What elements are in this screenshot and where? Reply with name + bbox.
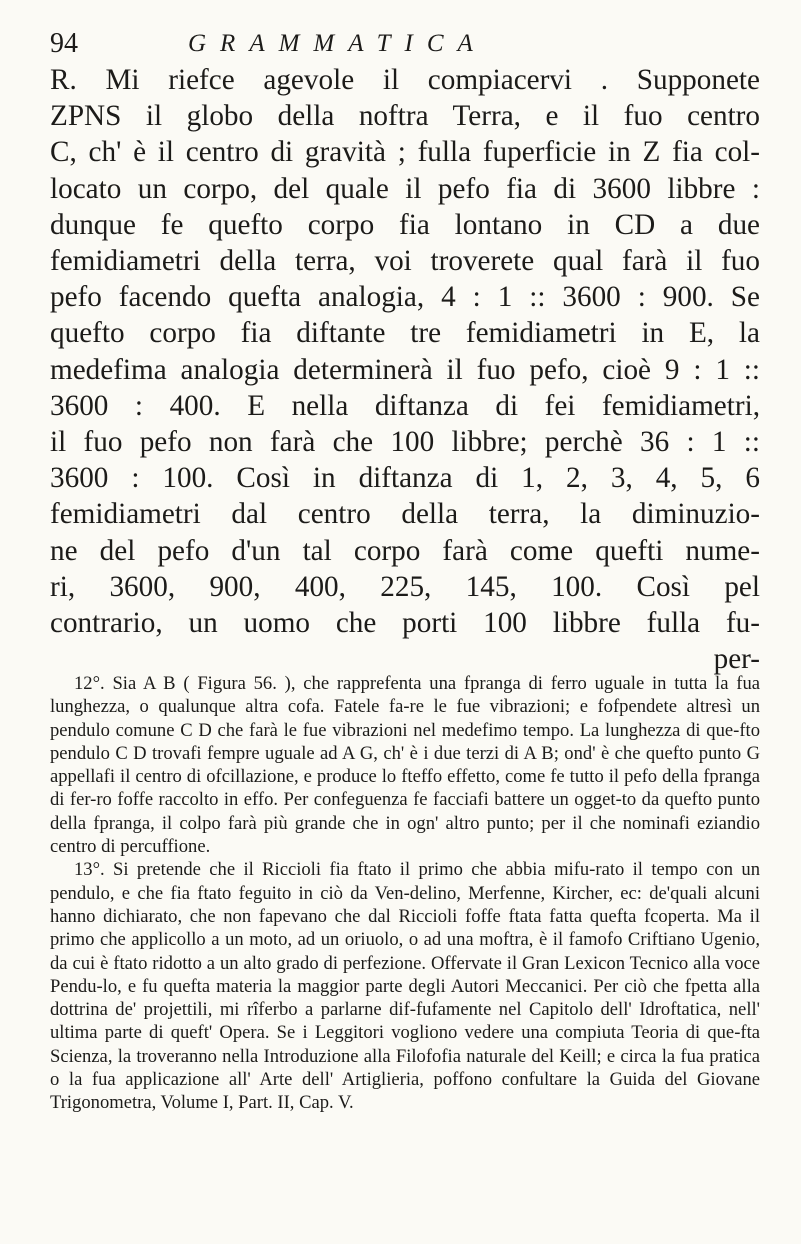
text-line: 3600 : 400. E nella diftanza di fei femidiametri, bbox=[50, 389, 760, 422]
text-line: femidiametri dal centro della terra, la diminuzio- bbox=[50, 498, 760, 531]
text-line: R. Mi riefce agevole il compiacervi . Supponete bbox=[50, 64, 760, 96]
note-13 bbox=[50, 858, 760, 1114]
catchword: per- bbox=[713, 643, 760, 676]
text-line: C, ch' è il centro di gravità ; fulla fuperficie in Z fia col- bbox=[50, 136, 760, 169]
text-line: ne del pefo d'un tal corpo farà come quefti nume- bbox=[50, 534, 760, 567]
main-text bbox=[50, 62, 760, 677]
note-12-text: 12°. Sia A B ( Figura 56. ), che rapprefenta una fpranga di ferro uguale in tutta la fua lunghezza, o qualunque altra cofa. Fatele fa-re le fue vibrazioni; e fofpendete altresì un pendulo comune C D che farà le fue vibrazioni nel medefimo tempo. La lunghezza di que-fto pendulo C D trovafi fempre uguale ad A G, ch' è i due terzi di A B; ond' è che quefto punto G appellafi il centro di ofcillazione, e produce lo fteffo effetto, come fe tutto il pefo della fpranga di fer-ro foffe raccolto in effo. Per confeguenza fe facciafi battere un ogget-to da quefto punto della fpranga, il colpo farà più grande che in ogn' altro punto; per il che nominafi eziandio centro di percuffione. bbox=[50, 673, 760, 858]
text-line: quefto corpo fia diftante tre femidiametri in E, la bbox=[50, 317, 760, 350]
text-line: dunque fe quefto corpo fia lontano in CD a due bbox=[50, 208, 760, 241]
text-line: medefima analogia determinerà il fuo pefo, cioè 9 : 1 :: bbox=[50, 353, 760, 386]
text-line: 3600 : 100. Così in diftanza di 1, 2, 3, 4, 5, 6 bbox=[50, 462, 760, 495]
text-line: il fuo pefo non farà che 100 libbre; perchè 36 : 1 :: bbox=[50, 426, 760, 459]
text-line: ZPNS il globo della noftra Terra, e il fuo centro bbox=[50, 100, 760, 133]
running-title: GRAMMATICA bbox=[188, 30, 487, 57]
text-line: locato un corpo, del quale il pefo fia di 3600 libbre : bbox=[50, 172, 760, 205]
note-12 bbox=[50, 672, 760, 858]
text-line: pefo facendo quefta analogia, 4 : 1 :: 3600 : 900. Se bbox=[50, 281, 760, 314]
footnotes bbox=[50, 672, 760, 1115]
text-line: contrario, un uomo che porti 100 libbre fulla fu- bbox=[50, 607, 760, 640]
note-13-text: 13°. Si pretende che il Riccioli fia ftato il primo che abbia mifu-rato il tempo con un pendulo, e che fia ftato feguito in ciò da Ven-delino, Merfenne, Kircher, ec: de'quali alcuni hanno dichiarato, che non fapevano che dal Riccioli foffe ftata fatta quefta fcoperta. Ma il primo che applicollo a un moto, ad un oriuolo, o ad una moftra, è il famofo Criftiano Ugenio, da cui è ftato ridotto a un alto grado di perfezione. Offervate il Gran Lexicon Tecnico alla voce Pendu-lo, e fu quefta materia la maggior parte degli Autori Meccanici. Per ciò che fpetta alla dottrina de' projettili, mi rîferbo a parlarne dif-fufamente nel Capitolo dell' Idroftatica, nell' ultima parte di queft' Opera. Se i Leggitori vogliono vedere una compiuta Teoria di que-fta Scienza, la troveranno nella Introduzione alla Filofofia naturale del Keill; e circa la fua pratica o la fua applicazione all' Arte dell' Artiglieria, poffono confultare la Guida del Giovane Trigonometra, Volume I, Part. II, Cap. V. bbox=[50, 859, 760, 1114]
text-line: femidiametri della terra, voi troverete qual farà il fuo bbox=[50, 245, 760, 278]
page-number: 94 bbox=[50, 28, 78, 59]
text-line: ri, 3600, 900, 400, 225, 145, 100. Così pel bbox=[50, 570, 760, 603]
